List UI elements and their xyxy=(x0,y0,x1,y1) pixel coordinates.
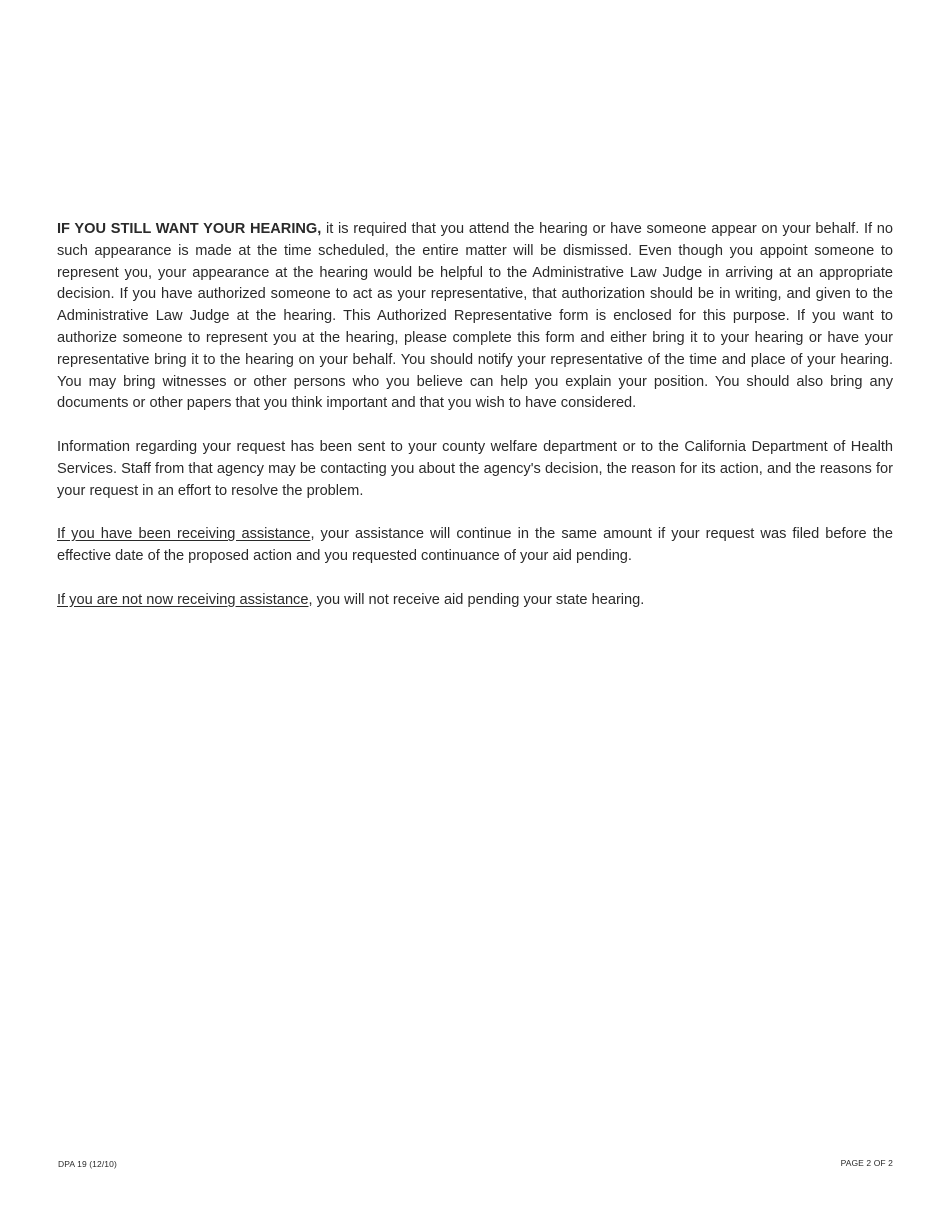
hearing-heading: IF YOU STILL WANT YOUR HEARING, xyxy=(57,221,322,237)
page-number: PAGE 2 OF 2 xyxy=(840,1158,893,1168)
information-paragraph xyxy=(57,437,893,502)
not-receiving-assistance-heading: If you are not now receiving assistance xyxy=(57,591,309,608)
hearing-text: it is required that you attend the hearing or have someone appear on your behalf. If no such appearance is made at the time scheduled, the entire matter will be dismissed. Even though you appoint someone to represent you, your appearance at the hearing would be helpful to the Administrative Law Judge in arriving at an appropriate decision. If you have authorized someone to act as your representative, that authorization should be in writing, and given to the Administrative Law Judge at the hearing. This Authorized Representative form is enclosed for this purpose. If you want to authorize someone to represent you at the hearing, please complete this form and either bring it to your hearing or have your representative bring it to the hearing on your behalf. You should notify your representative of the time and place of your hearing. You may bring witnesses or other persons who you believe can help you explain your position. You should also bring any documents or other papers that you think important and that you wish to have considered. xyxy=(57,221,893,412)
not-receiving-assistance-text: , you will not receive aid pending your state hearing. xyxy=(308,591,645,608)
receiving-assistance-text: , your assistance will continue in the same amount if your request was filed before the effective date of the proposed action and you requested continuance of your aid pending. xyxy=(57,526,893,564)
information-text: Information regarding your request has been sent to your county welfare department or to the California Department of Health Services. Staff from that agency may be contacting you about the agency's decision, the reason for its action, and the reasons for your request in an effort to resolve the problem. xyxy=(57,438,893,499)
not-receiving-assistance-paragraph xyxy=(57,590,893,612)
receiving-assistance-paragraph xyxy=(57,524,893,568)
form-id: DPA 19 (12/10) xyxy=(58,1159,117,1169)
hearing-paragraph xyxy=(57,219,893,415)
document-body xyxy=(57,219,893,633)
receiving-assistance-heading: If you have been receiving assistance xyxy=(57,526,311,543)
